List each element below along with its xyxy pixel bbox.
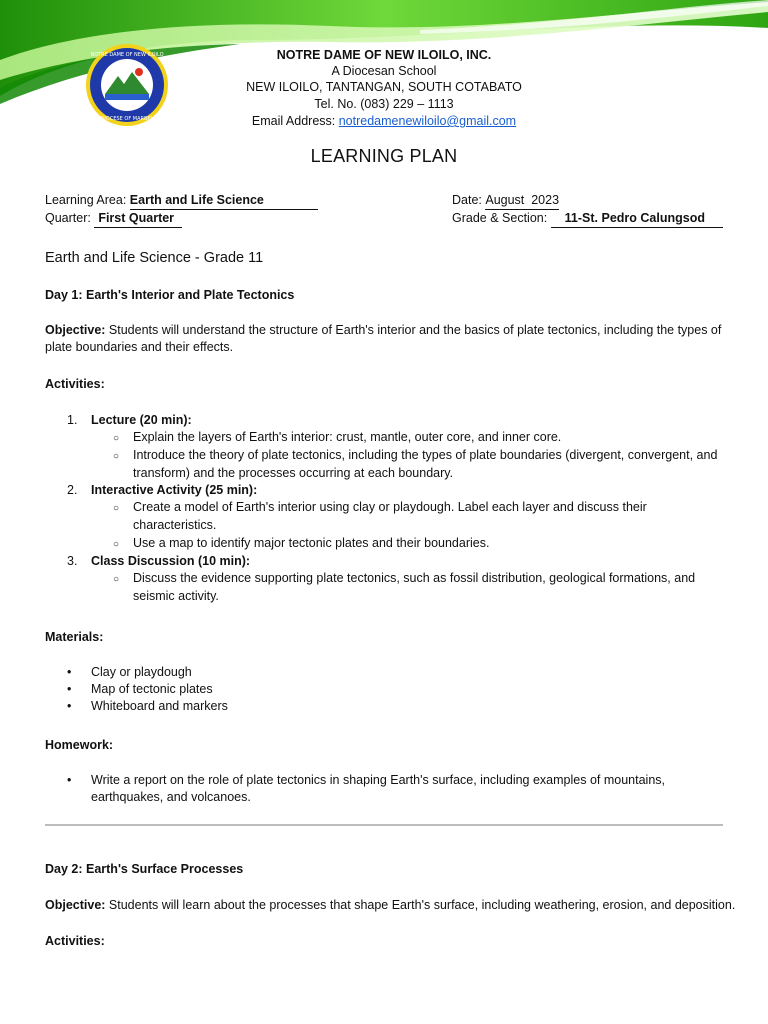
circle-bullet-icon: ○ [113,574,120,585]
day2-activities-label: Activities: [45,934,105,948]
activity-number: 1. [67,413,78,427]
day1-objective [45,322,735,356]
materials-list [67,664,228,715]
svg-text:DIOCESE OF MARBEL: DIOCESE OF MARBEL [100,116,154,122]
learning-area-label: Learning Area: [45,193,130,207]
activity-label: Lecture (20 min): [91,413,192,427]
learning-area-value: Earth and Life Science [130,192,318,210]
quarter [45,210,182,228]
date [452,192,559,210]
quarter-value: First Quarter [94,210,182,228]
grade-section [452,210,723,228]
activity-subitem: ○ Create a model of Earth's interior using clay or playdough. Label each layer and discuss their [67,499,737,517]
day2-objective-label: Objective: [45,898,106,912]
activity-subitem-cont: seismic activity. [133,589,219,603]
activity-subitem-cont: transform) and the processes occurring at each boundary. [133,466,454,480]
page-title: LEARNING PLAN [310,146,458,166]
day1-activities-list [67,412,737,605]
activity-item [67,412,737,429]
email-label: Email Address: [251,114,339,128]
day1-materials-label: Materials: [45,630,104,644]
section-divider [45,824,723,826]
activity-label: Class Discussion (10 min): [91,554,251,568]
date-value: August 2023 [485,192,559,210]
material-item: • Clay or playdough [67,665,192,679]
email-link[interactable]: notredamenewiloilo@gmail.com [338,114,517,128]
activity-subitem: ○ Introduce the theory of plate tectonics, including the types of plate boundaries (divergent, convergent, and [67,447,737,465]
activity-subitem: ○ Explain the layers of Earth's interior: crust, mantle, outer core, and inner core. [67,429,737,447]
date-label: Date: [452,193,486,207]
homework-item: • Write a report on the role of plate tectonics in shaping Earth's surface, including examples of mountains, earthquakes, and volcanoes. [67,773,665,804]
circle-bullet-icon: ○ [113,503,120,514]
school-seal-logo [84,42,170,128]
grade-label: Grade & Section: [452,211,551,225]
quarter-label: Quarter: [45,211,95,225]
activity-item [67,553,737,570]
svg-text:NOTRE DAME OF NEW ILOILO: NOTRE DAME OF NEW ILOILO [90,52,164,58]
day2-objective-text: Students will learn about the processes that shape Earth's surface, including weathering, erosion, and deposition. [105,898,736,912]
activity-subitem: ○ Use a map to identify major tectonic plates and their boundaries. [67,535,737,553]
school-email-line [160,113,608,130]
day1-objective-label: Objective: [45,323,106,337]
bullet-icon: • [67,699,72,713]
bullet-icon: • [67,665,72,679]
school-tel: Tel. No. (083) 229 – 1113 [314,97,454,111]
circle-bullet-icon: ○ [113,539,120,550]
school-name: NOTRE DAME OF NEW ILOILO, INC. [276,48,492,62]
day2-objective [45,897,745,914]
school-subtitle: A Diocesan School [331,64,437,78]
bullet-icon: • [67,773,72,787]
activity-item [67,482,737,499]
day1-homework-label: Homework: [45,738,114,752]
school-address: NEW ILOILO, TANTANGAN, SOUTH COTABATO [246,80,522,94]
day1-objective-text-2: plate boundaries and their effects. [45,340,234,354]
learning-area [45,192,318,210]
day1-title: Day 1: Earth's Interior and Plate Tectonics [45,288,295,302]
material-item: • Whiteboard and markers [67,699,228,713]
day2-title: Day 2: Earth's Surface Processes [45,862,244,876]
material-item: • Map of tectonic plates [67,682,213,696]
grade-value: 11-St. Pedro Calungsod [551,210,723,228]
course-title: Earth and Life Science - Grade 11 [45,250,264,266]
activity-label: Interactive Activity (25 min): [91,483,258,497]
activity-subitem: ○ Discuss the evidence supporting plate tectonics, such as fossil distribution, geological formations, and [67,570,737,588]
circle-bullet-icon: ○ [113,433,120,444]
activity-number: 3. [67,554,78,568]
activity-subitem-cont: characteristics. [133,518,217,532]
day1-activities-label: Activities: [45,377,105,391]
bullet-icon: • [67,682,72,696]
activity-number: 2. [67,483,78,497]
circle-bullet-icon: ○ [113,451,120,462]
day1-objective-text-1: Students will understand the structure of Earth's interior and the basics of plate tectonics, including the types of [105,323,722,337]
